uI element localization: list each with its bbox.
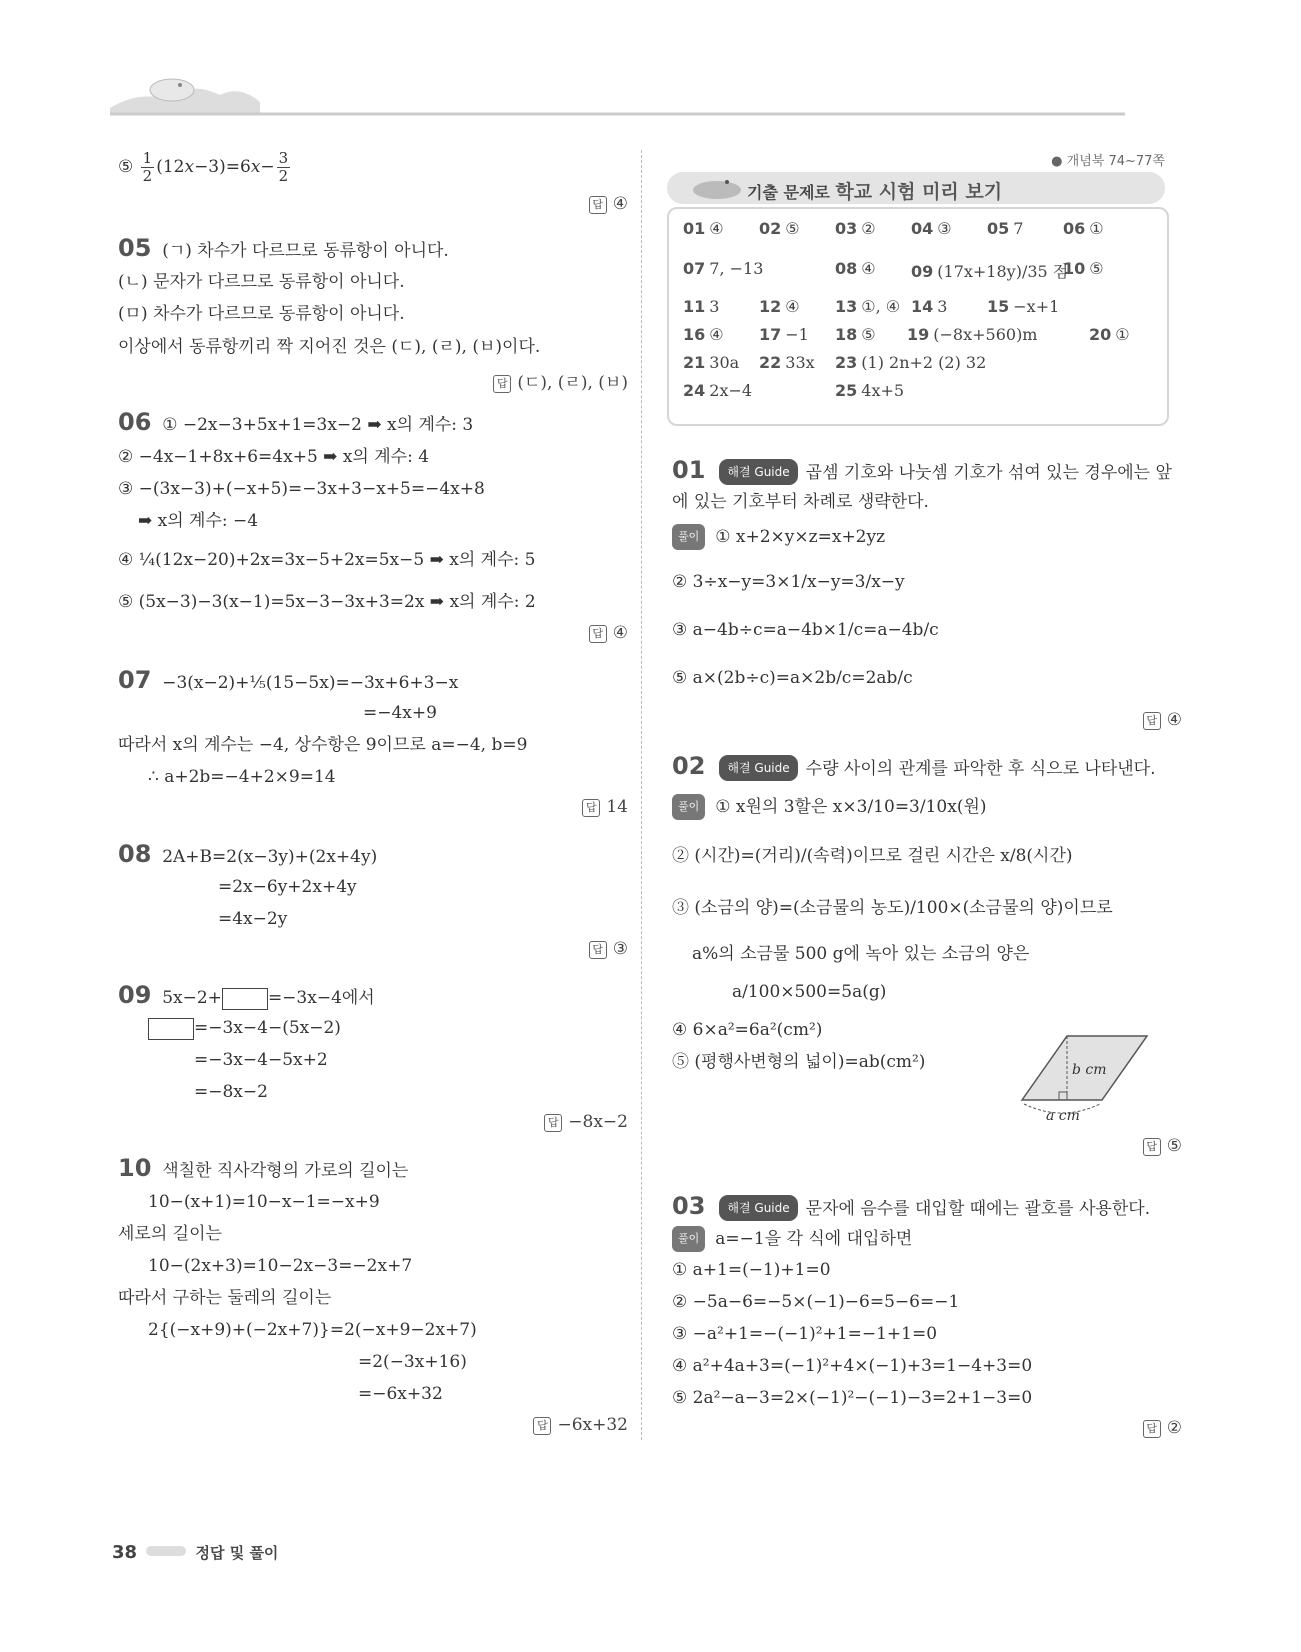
panel-item: 22 33x xyxy=(759,353,815,372)
q03-answer: 답 ② xyxy=(1143,1418,1182,1438)
p06-line3: ③ −(3x−3)+(−x+5)=−3x+3−x+5=−4x+8 xyxy=(118,479,485,499)
fig-a-label: a cm xyxy=(1046,1108,1080,1124)
p06-line6: ⑤ (5x−3)−3(x−1)=5x−3−3x+3=2x ➡ x의 계수: 2 xyxy=(118,592,536,612)
q01-guide: 01 해결 Guide 곱셈 기호와 나눗셈 기호가 섞여 있는 경우에는 앞 xyxy=(672,456,1172,484)
q02-line3: ③ (소금의 양)=(소금물의 농도)/100×(소금물의 양)이므로 xyxy=(672,898,1113,918)
banner-title-a: 기출 문제로 xyxy=(747,183,836,202)
p08-line1: 08 2A+B=2(x−3y)+(2x+4y) xyxy=(118,840,378,868)
q02-line1: 풀이 ① x원의 3할은 x×3/10=3/10x(원) xyxy=(672,794,987,820)
panel-item: 03 ② xyxy=(835,219,876,238)
parallelogram-figure xyxy=(1012,1030,1152,1126)
q03-line6: ⑤ 2a²−a−3=2×(−1)²−(−1)−3=2+1−3=0 xyxy=(672,1388,1033,1408)
p06-line2: ② −4x−1+8x+6=4x+5 ➡ x의 계수: 4 xyxy=(118,447,430,467)
q02-answer: 답 ⑤ xyxy=(1143,1136,1182,1156)
p07-line1: 07 −3(x−2)+⅕(15−5x)=−3x+6+3−x xyxy=(118,666,459,694)
panel-item: 17 −1 xyxy=(759,325,809,344)
p05-line1: 05 (ㄱ) 차수가 다르므로 동류항이 아니다. xyxy=(118,234,449,262)
q01-line4: ⑤ a×(2b÷c)=a×2b/c=2ab/c xyxy=(672,668,913,688)
panel-item: 15 −x+1 xyxy=(987,297,1060,316)
q02-guide: 02 해결 Guide 수량 사이의 관계를 파악한 후 식으로 나타낸다. xyxy=(672,752,1156,780)
p10-line1: 10 색칠한 직사각형의 가로의 길이는 xyxy=(118,1154,409,1182)
panel-item: 14 3 xyxy=(911,297,948,316)
p10-line4: 10−(2x+3)=10−2x−3=−2x+7 xyxy=(148,1256,413,1276)
q02-line6: ④ 6×a²=6a²(cm²) xyxy=(672,1020,823,1040)
p09-line1: 09 5x−2+ =−3x−4에서 xyxy=(118,981,375,1009)
p10-line5: 따라서 구하는 둘레의 길이는 xyxy=(118,1288,332,1308)
q02-line5: a/100×500=5a(g) xyxy=(732,982,887,1002)
q01-line1: 풀이 ① x+2×y×z=x+2yz xyxy=(672,524,885,550)
header-decoration xyxy=(110,70,1125,120)
p09-answer: 답 −8x−2 xyxy=(544,1112,628,1132)
p05-line4: 이상에서 동류항끼리 짝 지어진 것은 (ㄷ), (ㄹ), (ㅂ)이다. xyxy=(118,337,541,357)
page-number: 38 xyxy=(112,1542,138,1563)
p07-line4: ∴ a+2b=−4+2×9=14 xyxy=(148,767,336,787)
fig-b-label: b cm xyxy=(1072,1062,1107,1078)
panel-item: 21 30a xyxy=(683,353,740,372)
panel-item: 11 3 xyxy=(683,297,720,316)
q01-line2: ② 3÷x−y=3×1/x−y=3/x−y xyxy=(672,572,905,592)
p06-line1: 06 ① −2x−3+5x+1=3x−2 ➡ x의 계수: 3 xyxy=(118,408,474,436)
p06-line4: ➡ x의 계수: −4 xyxy=(138,511,259,531)
panel-item: 08 ④ xyxy=(835,259,876,278)
p10-line6: 2{(−x+9)+(−2x+7)}=2(−x+9−2x+7) xyxy=(148,1320,477,1340)
footer xyxy=(112,1542,278,1563)
panel-item: 25 4x+5 xyxy=(835,381,905,400)
p09-line4: =−8x−2 xyxy=(194,1082,268,1102)
crocodile-icon xyxy=(687,166,743,204)
concept-ref: ● 개념북 74~77쪽 xyxy=(1051,154,1165,169)
p05-line2: (ㄴ) 문자가 다르므로 동류항이 아니다. xyxy=(118,272,405,292)
answer-panel xyxy=(667,207,1169,426)
panel-item: 12 ④ xyxy=(759,297,800,316)
q01-line3: ③ a−4b÷c=a−4b×1/c=a−4b/c xyxy=(672,620,939,640)
p10-line2: 10−(x+1)=10−x−1=−x+9 xyxy=(148,1192,380,1212)
p08-answer: 답 ③ xyxy=(589,939,628,959)
p06-line5: ④ ¼(12x−20)+2x=3x−5+2x=5x−5 ➡ x의 계수: 5 xyxy=(118,550,536,570)
panel-item: 19 (−8x+560)m xyxy=(907,325,1038,344)
q03-line1: 풀이 a=−1을 각 식에 대입하면 xyxy=(672,1226,912,1252)
blank-box xyxy=(222,988,268,1010)
p05-answer: 답 (ㄷ), (ㄹ), (ㅂ) xyxy=(493,368,628,393)
p04-answer: 답 ④ xyxy=(589,194,628,214)
p10-line7: =2(−3x+16) xyxy=(358,1352,467,1372)
p10-line3: 세로의 길이는 xyxy=(118,1224,222,1244)
p08-line2: =2x−6y+2x+4y xyxy=(218,877,357,897)
column-divider xyxy=(641,150,642,1440)
p07-answer: 답 14 xyxy=(582,797,628,817)
p08-line3: =4x−2y xyxy=(218,909,288,929)
p10-answer: 답 −6x+32 xyxy=(533,1415,628,1435)
q03-line5: ④ a²+4a+3=(−1)²+4×(−1)+3=1−4+3=0 xyxy=(672,1356,1033,1376)
q03-line4: ③ −a²+1=−(−1)²+1=−1+1=0 xyxy=(672,1324,938,1344)
panel-item: 16 ④ xyxy=(683,325,724,344)
panel-item: 05 7 xyxy=(987,219,1024,238)
panel-item: 07 7, −13 xyxy=(683,259,764,278)
panel-item: 10 ⑤ xyxy=(1063,259,1104,278)
panel-item: 06 ① xyxy=(1063,219,1104,238)
panel-item: 02 ⑤ xyxy=(759,219,800,238)
panel-item: 04 ③ xyxy=(911,219,952,238)
p05-line3: (ㅁ) 차수가 다르므로 동류항이 아니다. xyxy=(118,304,405,324)
panel-item: 24 2x−4 xyxy=(683,381,753,400)
p04-line5: ⑤ $\frac{1}{2}$ (12x−3)=6x− $\frac{3}{2}$ xyxy=(118,149,289,185)
panel-item: 23 (1) 2n+2 (2) 32 xyxy=(835,353,987,372)
q02-line2: ② (시간)=(거리)/(속력)이므로 걸린 시간은 x/8(시간) xyxy=(672,846,1073,866)
banner-title-b: 학교 시험 미리 보기 xyxy=(835,181,1003,203)
q01-guide-cont: 에 있는 기호부터 차례로 생략한다. xyxy=(672,492,929,512)
panel-item: 20 ① xyxy=(1089,325,1130,344)
right-column xyxy=(672,458,1182,1458)
p09-line3: =−3x−4−5x+2 xyxy=(194,1050,328,1070)
left-column xyxy=(118,150,628,1450)
q03-line2: ① a+1=(−1)+1=0 xyxy=(672,1260,831,1280)
footer-decoration xyxy=(146,1546,186,1556)
banner xyxy=(667,172,1165,204)
blank-box xyxy=(148,1018,194,1040)
p07-line2: =−4x+9 xyxy=(363,703,437,723)
q03-guide: 03 해결 Guide 문자에 음수를 대입할 때에는 괄호를 사용한다. xyxy=(672,1192,1151,1220)
q03-line3: ② −5a−6=−5×(−1)−6=5−6=−1 xyxy=(672,1292,960,1312)
panel-item: 18 ⑤ xyxy=(835,325,876,344)
panel-item: 01 ④ xyxy=(683,219,724,238)
panel-item: 09 (17x+18y)/35 점 xyxy=(911,262,1069,281)
q02-line7: ⑤ (평행사변형의 넓이)=ab(cm²) xyxy=(672,1052,926,1072)
footer-label: 정답 및 풀이 xyxy=(195,1544,279,1562)
p07-line3: 따라서 x의 계수는 −4, 상수항은 9이므로 a=−4, b=9 xyxy=(118,735,528,755)
q01-answer: 답 ④ xyxy=(1143,710,1182,730)
p09-line2: =−3x−4−(5x−2) xyxy=(148,1016,341,1040)
q02-line4: a%의 소금물 500 g에 녹아 있는 소금의 양은 xyxy=(692,944,1030,964)
p10-line8: =−6x+32 xyxy=(358,1384,443,1404)
panel-item: 13 ①, ④ xyxy=(835,297,901,316)
p06-answer: 답 ④ xyxy=(589,623,628,643)
